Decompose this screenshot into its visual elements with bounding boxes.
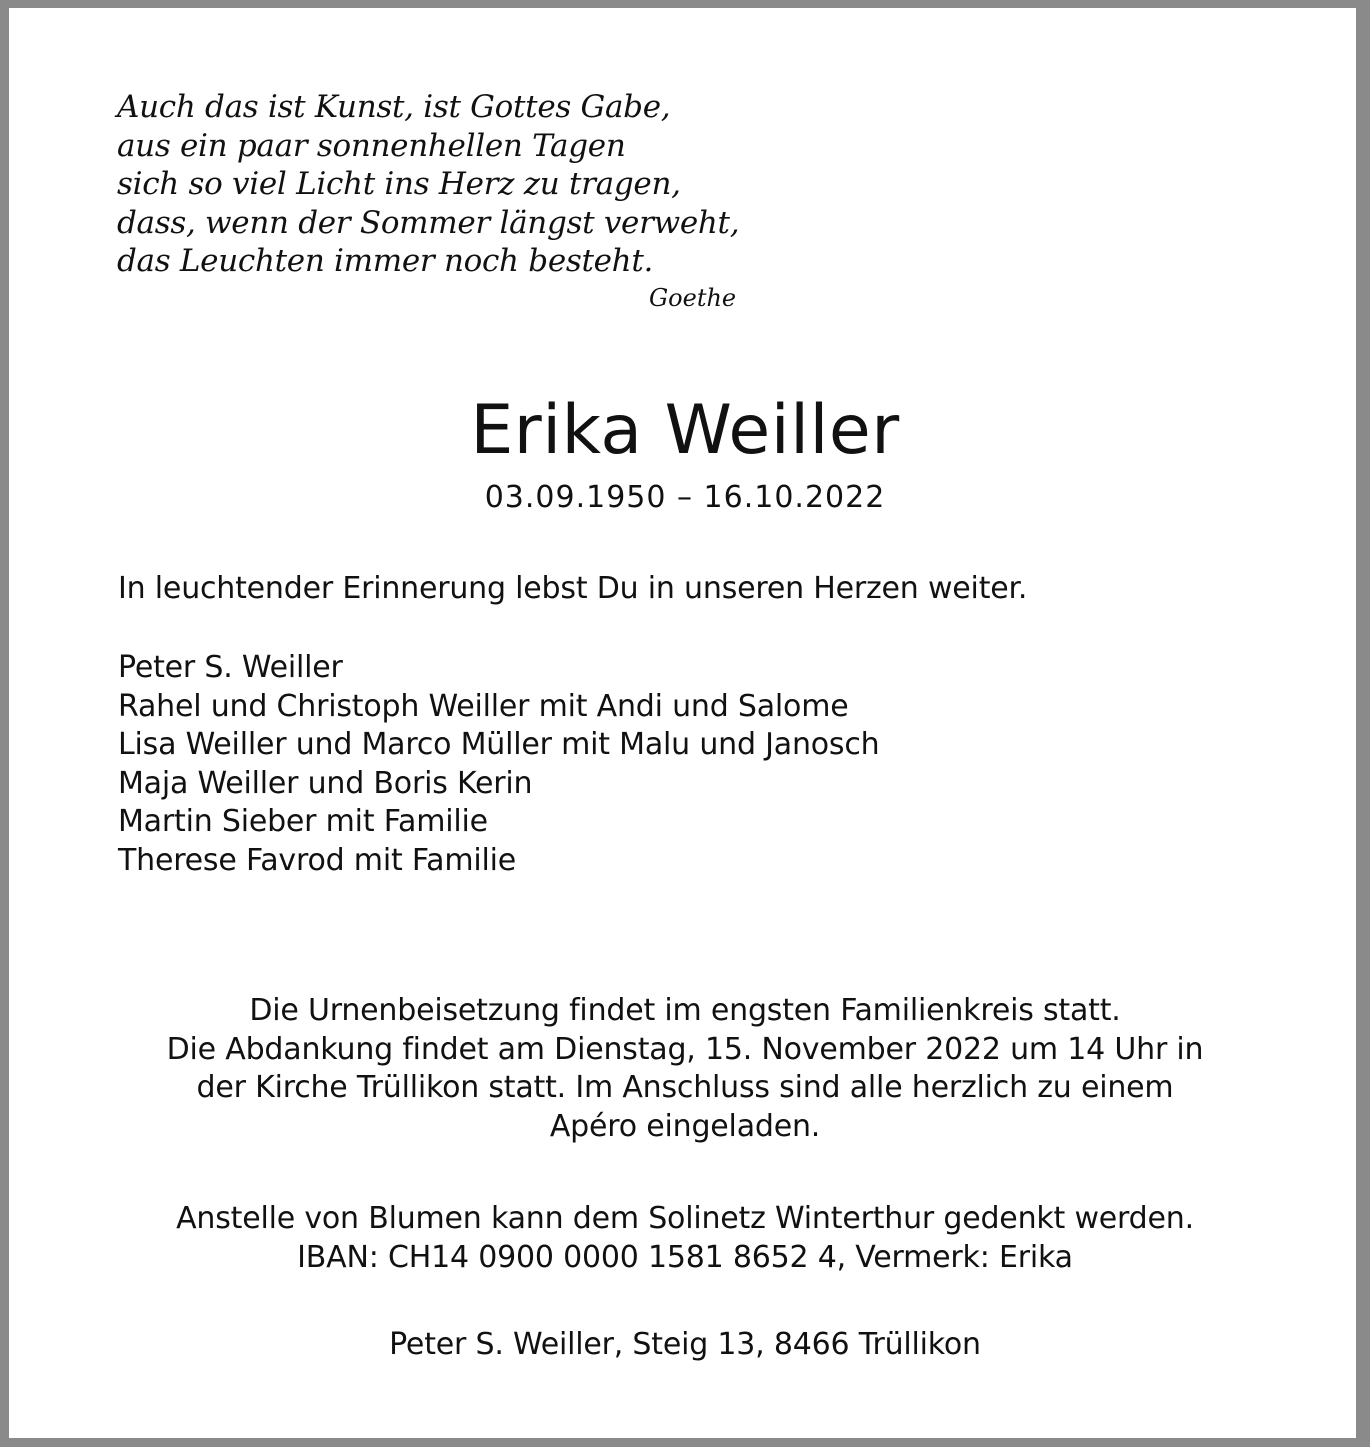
- poem-line: sich so viel Licht ins Herz zu tragen,: [117, 166, 681, 202]
- mourners-list: [118, 649, 879, 880]
- donation-iban: IBAN: CH14 0900 0000 1581 8652 4, Vermerk: Erika: [297, 1239, 1073, 1275]
- obituary-notice: [9, 8, 1356, 1438]
- dedication-text: In leuchtender Erinnerung lebst Du in unseren Herzen weiter.: [118, 571, 1028, 606]
- ceremony-line: Apéro eingeladen.: [549, 1108, 821, 1144]
- poem-line: das Leuchten immer noch besteht.: [117, 243, 654, 279]
- address-line: Peter S. Weiller, Steig 13, 8466 Trüllikon: [389, 1327, 981, 1362]
- ceremony-line: Die Abdankung findet am Dienstag, 15. November 2022 um 14 Uhr in: [166, 1031, 1204, 1067]
- poem-line: aus ein paar sonnenhellen Tagen: [117, 127, 626, 164]
- poem-line: dass, wenn der Sommer längst verweht,: [117, 204, 740, 241]
- donation-info: [9, 1200, 1361, 1277]
- poem-author: Goethe: [649, 284, 737, 312]
- mourner-entry: Maja Weiller und Boris Kerin: [118, 765, 533, 801]
- mourner-entry: Lisa Weiller und Marco Müller mit Malu und Janosch: [118, 727, 880, 762]
- ceremony-line: der Kirche Trüllikon statt. Im Anschluss sind alle herzlich zu einem: [196, 1070, 1174, 1105]
- life-dates: 03.09.1950 – 16.10.2022: [484, 480, 886, 515]
- donation-line: Anstelle von Blumen kann dem Solinetz Winterthur gedenkt werden.: [176, 1201, 1194, 1236]
- deceased-name: Erika Weiller: [470, 391, 900, 470]
- mourner-entry: Therese Favrod mit Familie: [118, 842, 517, 878]
- ceremony-info: [9, 992, 1361, 1146]
- contact-address: [9, 1326, 1361, 1365]
- mourner-entry: Martin Sieber mit Familie: [118, 804, 488, 839]
- ceremony-line: Die Urnenbeisetzung findet im engsten Familienkreis statt.: [249, 993, 1121, 1028]
- poem: [117, 88, 739, 281]
- mourner-entry: Peter S. Weiller: [118, 650, 343, 685]
- poem-line: Auch das ist Kunst, ist Gottes Gabe,: [117, 89, 671, 125]
- mourner-entry: Rahel und Christoph Weiller mit Andi und Salome: [118, 688, 849, 724]
